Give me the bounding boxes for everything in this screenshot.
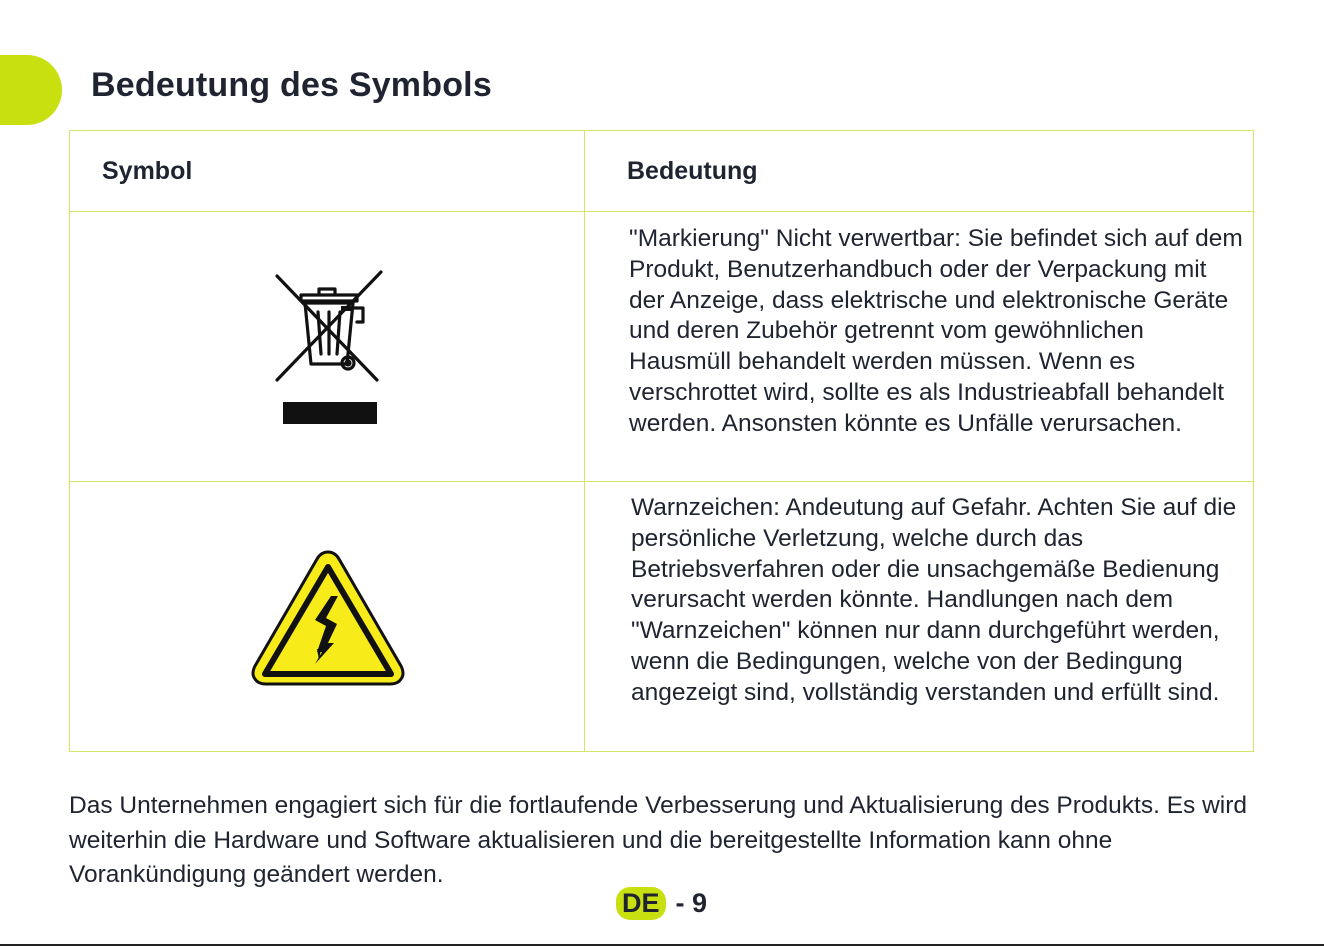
crossed-out-wheelie-bin-icon — [273, 268, 385, 428]
page-number — [616, 887, 707, 920]
table-header-row — [70, 131, 1254, 212]
section-accent-tab — [0, 55, 62, 125]
electrical-hazard-warning-icon — [249, 546, 407, 690]
meaning-cell: "Markierung" Nicht verwertbar: Sie befindet sich auf dem Produkt, Benutzerhandbuch oder der Verpackung mit der Anzeige, dass elektrische und elektronische Geräte und deren Zubehör getrennt vom gewöhnlichen Hausmüll behandelt werden müssen. Wenn es verschrottet wird, sollte es als Industrieabfall behandelt werden. Ansonsten könnte es Unfälle verursachen. — [585, 212, 1254, 482]
footer-notice: Das Unternehmen engagiert sich für die fortlaufende Verbesserung und Aktualisierung des Produkts. Es wird weiterhin die Hardware und Software aktualisieren und die bereitgestellte Information kann ohne Vorankündigung geändert werden. — [69, 792, 1248, 888]
language-badge: DE — [616, 887, 666, 920]
table-row — [70, 482, 1254, 752]
table-row — [70, 212, 1254, 482]
symbol-table — [69, 130, 1254, 752]
symbol-cell — [70, 482, 585, 752]
page-number-text: - 9 — [675, 888, 708, 918]
section-heading: Bedeutung des Symbols — [91, 66, 492, 104]
header-meaning: Bedeutung — [585, 131, 1254, 212]
symbol-cell — [70, 212, 585, 482]
meaning-cell: Warnzeichen: Andeutung auf Gefahr. Achten Sie auf die persönliche Verletzung, welche durch das Betriebsverfahren oder die unsachgemäße Bedienung verursacht werden könnte. Handlungen nach dem "Warnzeichen" können nur dann durchgeführt werden, wenn die Bedingungen, welche von der Bedingung angezeigt sind, vollständig verstanden und erfüllt sind. — [585, 482, 1254, 752]
header-symbol: Symbol — [70, 131, 585, 212]
